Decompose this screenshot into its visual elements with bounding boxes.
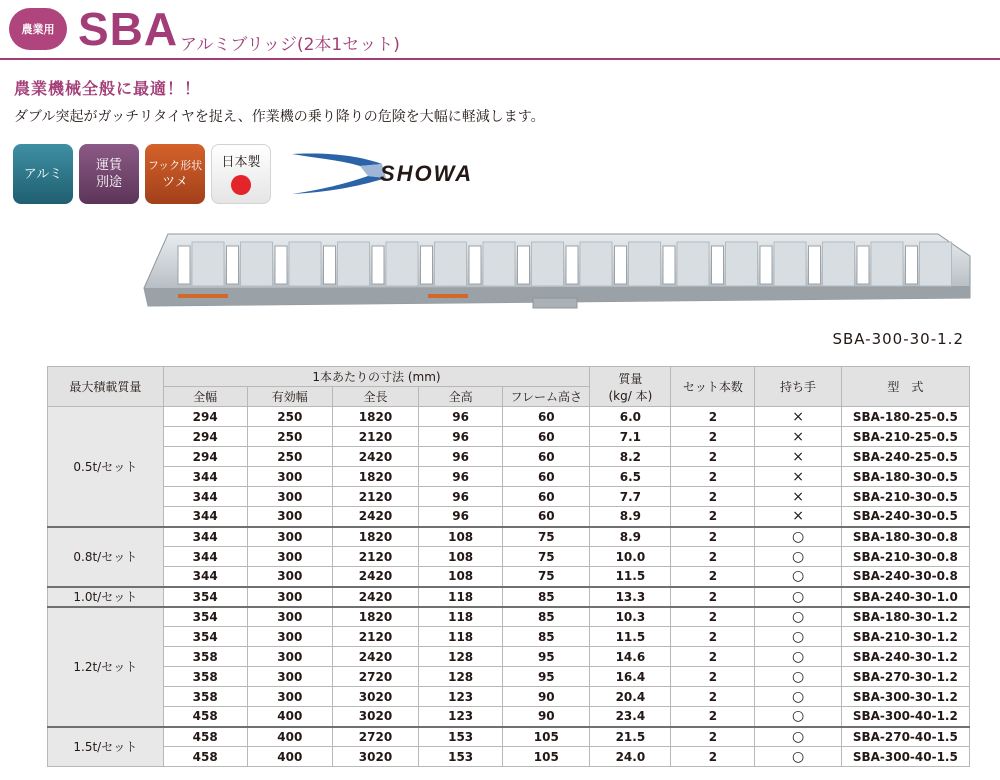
table-row: [48, 567, 970, 587]
cell-frame-height: 90: [503, 687, 590, 707]
cell-width: 344: [163, 547, 247, 567]
cell-weight: 24.0: [590, 747, 671, 767]
cell-handle: ○: [755, 527, 841, 547]
cell-width: 344: [163, 567, 247, 587]
cell-effective-width: 300: [247, 627, 332, 647]
cell-width: 358: [163, 667, 247, 687]
cell-width: 358: [163, 687, 247, 707]
cell-model: SBA-300-40-1.5: [841, 747, 969, 767]
cell-set-count: 2: [671, 487, 755, 507]
table-row: [48, 467, 970, 487]
cell-model: SBA-210-30-1.2: [841, 627, 969, 647]
cell-length: 2120: [332, 627, 418, 647]
cell-set-count: 2: [671, 407, 755, 427]
cell-frame-height: 95: [503, 667, 590, 687]
cell-frame-height: 85: [503, 607, 590, 627]
header-handle: 持ち手: [755, 367, 841, 407]
cell-frame-height: 60: [503, 507, 590, 527]
cell-width: 458: [163, 727, 247, 747]
cell-model: SBA-240-30-1.0: [841, 587, 969, 607]
model-name: SBA: [78, 3, 179, 55]
cell-frame-height: 105: [503, 727, 590, 747]
cell-effective-width: 300: [247, 647, 332, 667]
cell-set-count: 2: [671, 747, 755, 767]
cell-width: 344: [163, 507, 247, 527]
cell-height: 96: [419, 427, 503, 447]
cell-width: 294: [163, 447, 247, 467]
product-description: ダブル突起がガッチリタイヤを捉え、作業機の乗り降りの危険を大幅に軽減します。: [14, 109, 545, 125]
cell-length: 2120: [332, 547, 418, 567]
cell-height: 96: [419, 487, 503, 507]
product-subtitle: アルミブリッジ(2本1セット): [180, 35, 400, 55]
cell-handle: ×: [755, 467, 841, 487]
cell-frame-height: 85: [503, 587, 590, 607]
cell-height: 108: [419, 567, 503, 587]
cell-length: 2420: [332, 447, 418, 467]
cell-weight: 8.2: [590, 447, 671, 467]
cell-handle: ○: [755, 667, 841, 687]
cell-width: 294: [163, 407, 247, 427]
cell-height: 96: [419, 467, 503, 487]
table-row: [48, 547, 970, 567]
cell-height: 123: [419, 687, 503, 707]
cell-weight: 7.7: [590, 487, 671, 507]
header-length: 全長: [332, 387, 418, 407]
cell-handle: ×: [755, 507, 841, 527]
cell-set-count: 2: [671, 427, 755, 447]
feature-label: アルミ: [23, 166, 63, 182]
feature-label: 日本製: [221, 154, 261, 170]
table-row: [48, 587, 970, 607]
cell-width: 458: [163, 747, 247, 767]
feature-label: ツメ: [162, 175, 188, 190]
cell-length: 1820: [332, 467, 418, 487]
cell-height: 153: [419, 727, 503, 747]
feature-label: 別途: [95, 175, 122, 190]
cell-width: 344: [163, 527, 247, 547]
cell-length: 2720: [332, 727, 418, 747]
cell-model: SBA-240-30-0.5: [841, 507, 969, 527]
cell-model: SBA-180-25-0.5: [841, 407, 969, 427]
cell-height: 153: [419, 747, 503, 767]
table-row: [48, 647, 970, 667]
header-height: 全高: [419, 387, 503, 407]
cell-weight: 10.0: [590, 547, 671, 567]
cell-frame-height: 60: [503, 487, 590, 507]
cell-handle: ○: [755, 687, 841, 707]
cell-height: 128: [419, 647, 503, 667]
cell-length: 2420: [332, 507, 418, 527]
cell-height: 96: [419, 507, 503, 527]
cell-handle: ×: [755, 407, 841, 427]
cell-model: SBA-240-25-0.5: [841, 447, 969, 467]
cell-length: 2420: [332, 587, 418, 607]
cell-model: SBA-180-30-0.8: [841, 527, 969, 547]
cell-weight: 21.5: [590, 727, 671, 747]
cell-weight: 6.0: [590, 407, 671, 427]
header-effective-width: 有効幅: [247, 387, 332, 407]
cell-length: 3020: [332, 707, 418, 727]
spec-table: [47, 366, 970, 767]
cell-frame-height: 60: [503, 427, 590, 447]
table-row: [48, 747, 970, 767]
table-row: [48, 707, 970, 727]
cell-set-count: 2: [671, 547, 755, 567]
cell-model: SBA-210-25-0.5: [841, 427, 969, 447]
table-row: [48, 487, 970, 507]
cell-set-count: 2: [671, 507, 755, 527]
cell-effective-width: 250: [247, 447, 332, 467]
cell-model: SBA-210-30-0.8: [841, 547, 969, 567]
aluminum-icon: [13, 144, 73, 204]
table-row: [48, 507, 970, 527]
cell-effective-width: 300: [247, 587, 332, 607]
cell-set-count: 2: [671, 447, 755, 467]
cell-width: 354: [163, 627, 247, 647]
capacity-cell: 0.5t/セット: [48, 407, 164, 527]
cell-weight: 11.5: [590, 567, 671, 587]
header-capacity: 最大積載質量: [48, 367, 164, 407]
cell-effective-width: 250: [247, 427, 332, 447]
cell-effective-width: 300: [247, 607, 332, 627]
cell-handle: ○: [755, 547, 841, 567]
cell-model: SBA-240-30-1.2: [841, 647, 969, 667]
cell-width: 358: [163, 647, 247, 667]
cell-frame-height: 95: [503, 647, 590, 667]
cell-set-count: 2: [671, 627, 755, 647]
shipping-icon: [79, 144, 139, 204]
cell-effective-width: 250: [247, 407, 332, 427]
cell-frame-height: 105: [503, 747, 590, 767]
cell-weight: 11.5: [590, 627, 671, 647]
cell-frame-height: 60: [503, 407, 590, 427]
feature-label: 運賃: [95, 158, 122, 173]
cell-height: 108: [419, 527, 503, 547]
cell-frame-height: 75: [503, 527, 590, 547]
product-image-caption: SBA-300-30-1.2: [832, 330, 964, 348]
cell-weight: 16.4: [590, 667, 671, 687]
cell-model: SBA-180-30-0.5: [841, 467, 969, 487]
cell-handle: ○: [755, 747, 841, 767]
table-row: [48, 727, 970, 747]
header-model: 型 式: [841, 367, 969, 407]
hook-icon: [145, 144, 205, 204]
cell-set-count: 2: [671, 667, 755, 687]
header-weight: 質量 (kg/ 本): [590, 367, 671, 407]
header-width: 全幅: [163, 387, 247, 407]
cell-effective-width: 400: [247, 747, 332, 767]
cell-frame-height: 60: [503, 467, 590, 487]
cell-handle: ○: [755, 587, 841, 607]
cell-model: SBA-300-40-1.2: [841, 707, 969, 727]
showa-logo: [290, 150, 530, 196]
cell-set-count: 2: [671, 727, 755, 747]
cell-length: 3020: [332, 687, 418, 707]
cell-weight: 6.5: [590, 467, 671, 487]
cell-length: 2420: [332, 567, 418, 587]
cell-weight: 13.3: [590, 587, 671, 607]
cell-height: 96: [419, 447, 503, 467]
cell-width: 354: [163, 587, 247, 607]
category-badge: 農業用: [9, 8, 67, 50]
cell-weight: 8.9: [590, 507, 671, 527]
table-row: [48, 447, 970, 467]
cell-width: 344: [163, 467, 247, 487]
cell-height: 118: [419, 587, 503, 607]
table-row: [48, 667, 970, 687]
cell-set-count: 2: [671, 467, 755, 487]
red-dot-icon: [231, 175, 251, 195]
cell-weight: 23.4: [590, 707, 671, 727]
cell-weight: 7.1: [590, 427, 671, 447]
cell-weight: 14.6: [590, 647, 671, 667]
cell-effective-width: 300: [247, 547, 332, 567]
cell-model: SBA-300-30-1.2: [841, 687, 969, 707]
table-row: [48, 687, 970, 707]
cell-handle: ○: [755, 627, 841, 647]
cell-width: 458: [163, 707, 247, 727]
cell-effective-width: 400: [247, 707, 332, 727]
cell-height: 118: [419, 627, 503, 647]
table-row: [48, 607, 970, 627]
svg-text:SHOWA: SHOWA: [380, 161, 474, 186]
cell-effective-width: 300: [247, 667, 332, 687]
cell-effective-width: 300: [247, 567, 332, 587]
cell-set-count: 2: [671, 607, 755, 627]
cell-weight: 10.3: [590, 607, 671, 627]
cell-frame-height: 60: [503, 447, 590, 467]
cell-set-count: 2: [671, 647, 755, 667]
header-dimensions: 1本あたりの寸法 (mm): [163, 367, 590, 387]
cell-weight: 8.9: [590, 527, 671, 547]
cell-width: 354: [163, 607, 247, 627]
cell-handle: ○: [755, 567, 841, 587]
cell-length: 2720: [332, 667, 418, 687]
header-divider: [0, 58, 1000, 60]
cell-frame-height: 75: [503, 567, 590, 587]
cell-width: 294: [163, 427, 247, 447]
cell-handle: ×: [755, 427, 841, 447]
cell-frame-height: 90: [503, 707, 590, 727]
cell-height: 128: [419, 667, 503, 687]
cell-set-count: 2: [671, 527, 755, 547]
japan-flag-icon: [211, 144, 271, 204]
table-row: [48, 427, 970, 447]
table-row: [48, 407, 970, 427]
cell-model: SBA-270-30-1.2: [841, 667, 969, 687]
header-frame-height: フレーム高さ: [503, 387, 590, 407]
cell-height: 96: [419, 407, 503, 427]
cell-set-count: 2: [671, 587, 755, 607]
cell-length: 1820: [332, 407, 418, 427]
cell-model: SBA-240-30-0.8: [841, 567, 969, 587]
cell-height: 108: [419, 547, 503, 567]
cell-handle: ○: [755, 607, 841, 627]
cell-effective-width: 300: [247, 527, 332, 547]
cell-model: SBA-210-30-0.5: [841, 487, 969, 507]
cell-set-count: 2: [671, 567, 755, 587]
cell-frame-height: 85: [503, 627, 590, 647]
cell-handle: ×: [755, 447, 841, 467]
cell-effective-width: 400: [247, 727, 332, 747]
cell-height: 123: [419, 707, 503, 727]
aluminum-bridge-image: [138, 226, 973, 318]
cell-width: 344: [163, 487, 247, 507]
cell-handle: ×: [755, 487, 841, 507]
cell-handle: ○: [755, 647, 841, 667]
capacity-cell: 1.5t/セット: [48, 727, 164, 767]
cell-model: SBA-180-30-1.2: [841, 607, 969, 627]
cell-length: 2120: [332, 487, 418, 507]
cell-effective-width: 300: [247, 467, 332, 487]
cell-length: 1820: [332, 607, 418, 627]
cell-length: 1820: [332, 527, 418, 547]
cell-length: 3020: [332, 747, 418, 767]
headline: 農業機械全般に最適！！: [14, 79, 202, 98]
table-row: [48, 527, 970, 547]
cell-frame-height: 75: [503, 547, 590, 567]
cell-length: 2120: [332, 427, 418, 447]
cell-length: 2420: [332, 647, 418, 667]
cell-effective-width: 300: [247, 487, 332, 507]
header-set-count: セット本数: [671, 367, 755, 407]
cell-weight: 20.4: [590, 687, 671, 707]
feature-label: フック形状: [147, 159, 203, 172]
cell-model: SBA-270-40-1.5: [841, 727, 969, 747]
cell-height: 118: [419, 607, 503, 627]
capacity-cell: 1.0t/セット: [48, 587, 164, 607]
capacity-cell: 0.8t/セット: [48, 527, 164, 587]
cell-handle: ○: [755, 707, 841, 727]
cell-effective-width: 300: [247, 687, 332, 707]
table-row: [48, 627, 970, 647]
cell-set-count: 2: [671, 707, 755, 727]
cell-handle: ○: [755, 727, 841, 747]
cell-effective-width: 300: [247, 507, 332, 527]
capacity-cell: 1.2t/セット: [48, 607, 164, 727]
cell-set-count: 2: [671, 687, 755, 707]
